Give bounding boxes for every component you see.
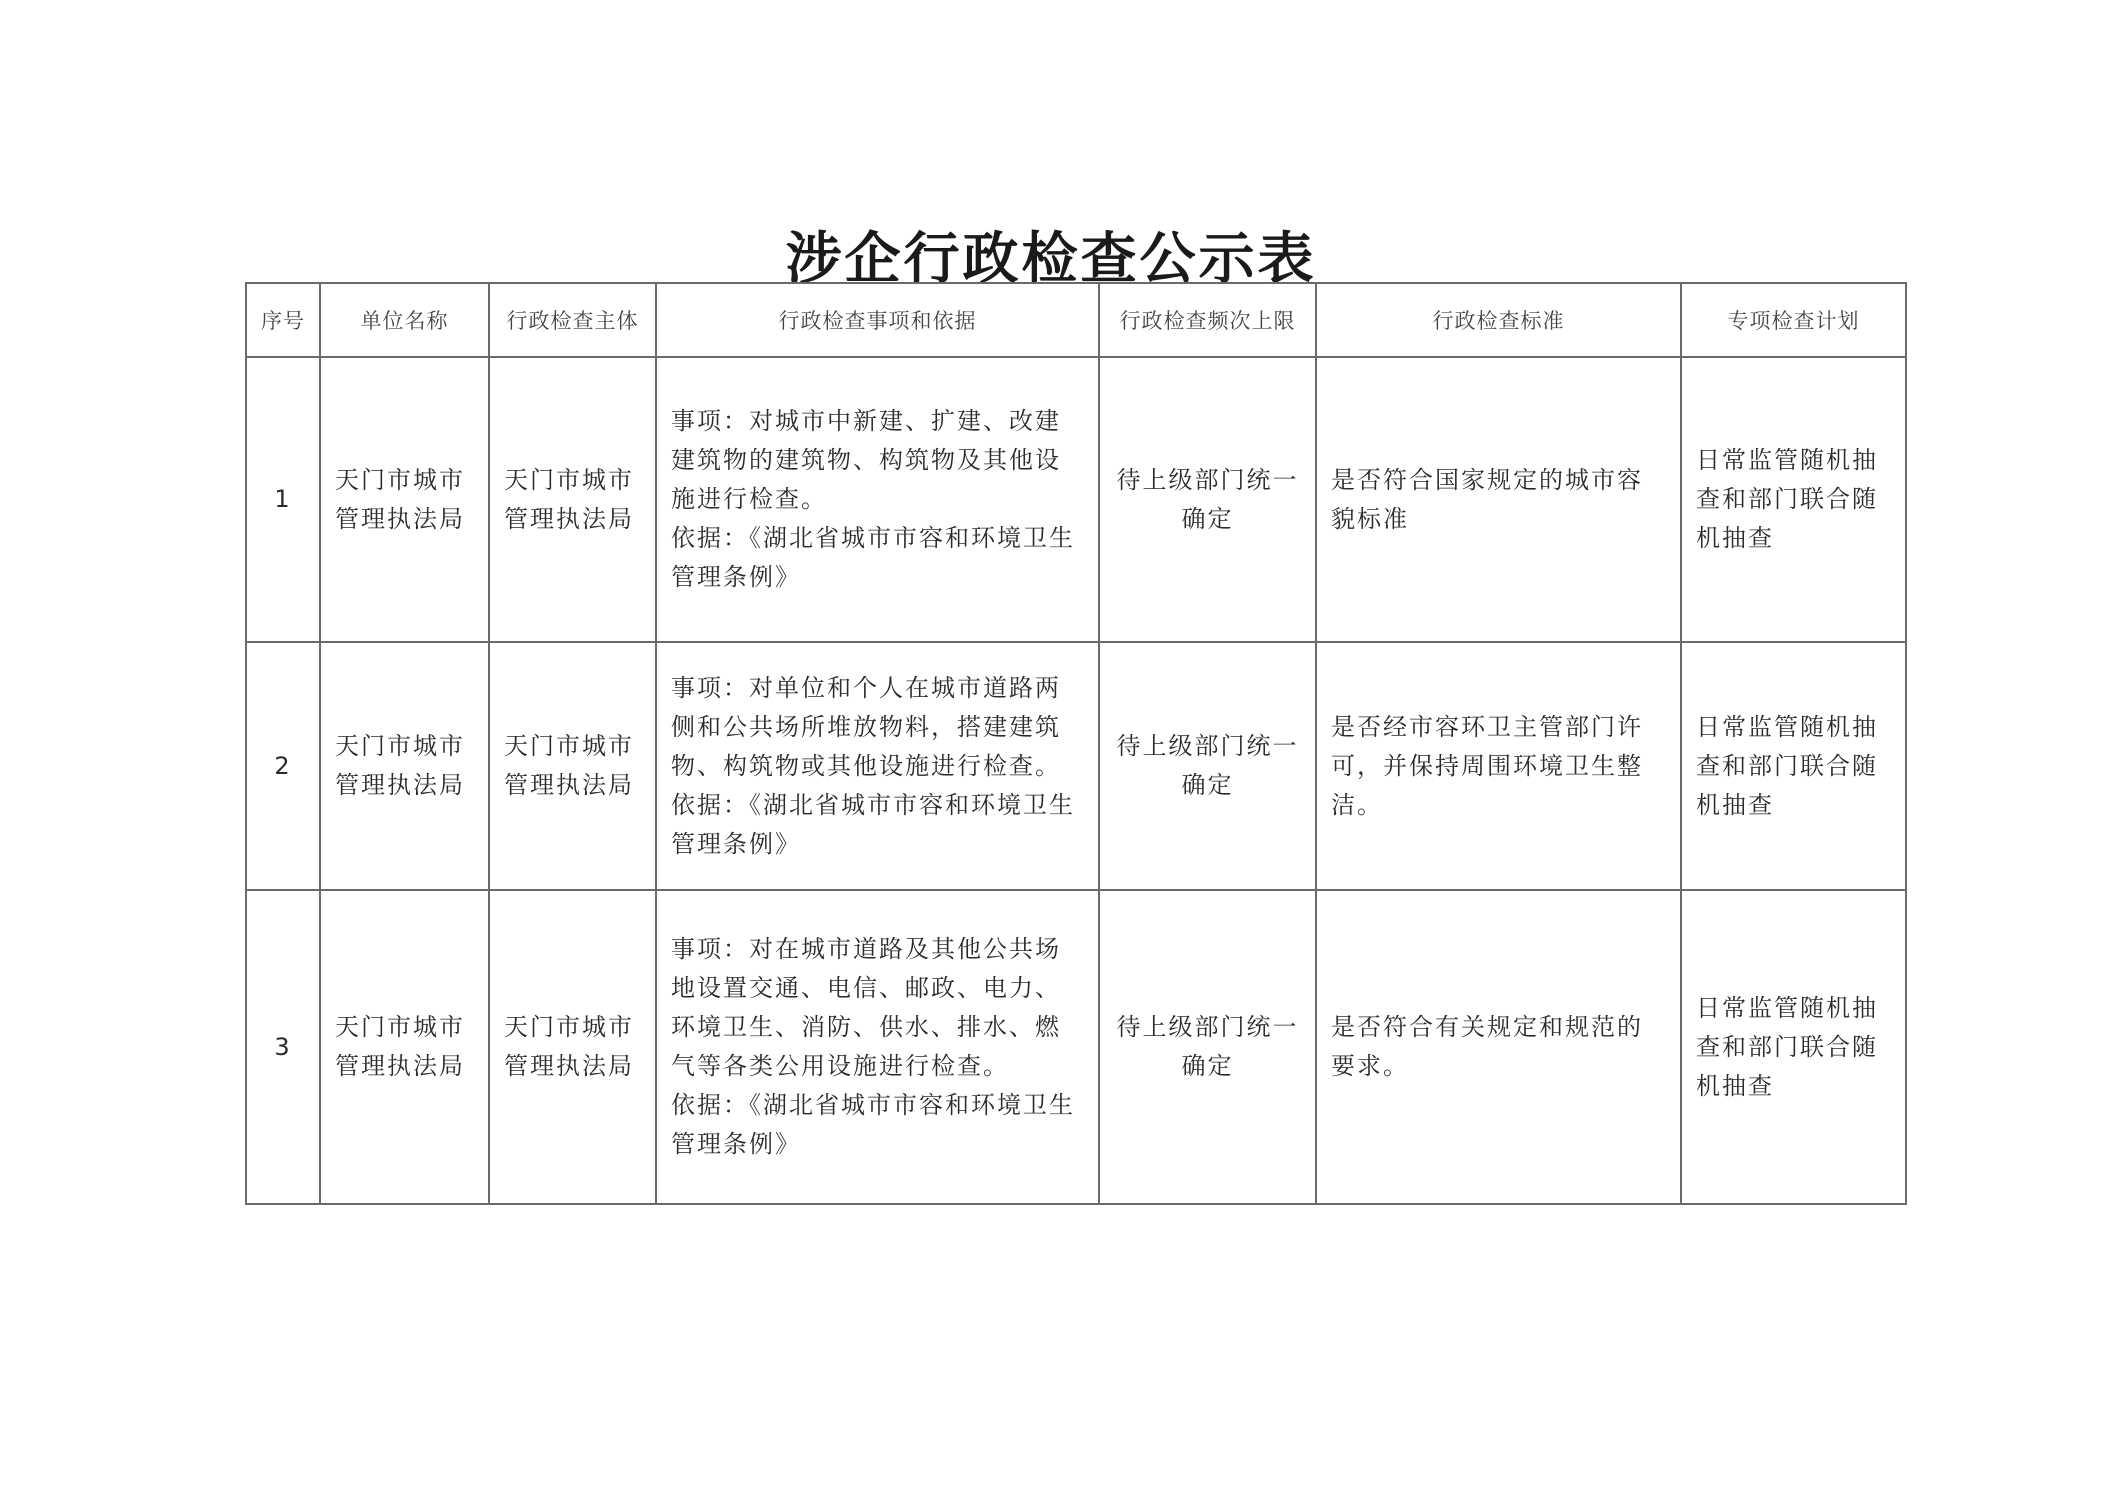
cell-unit: 天门市城市管理执法局: [320, 357, 489, 642]
cell-matter: [656, 890, 1099, 1204]
basis-text: 依据：《湖北省城市市容和环境卫生管理条例》: [671, 524, 1075, 591]
cell-subject: 天门市城市管理执法局: [489, 642, 656, 890]
cell-subject: 天门市城市管理执法局: [489, 357, 656, 642]
matter-text: 事项：对在城市道路及其他公共场地设置交通、电信、邮政、电力、环境卫生、消防、供水、排水、燃气等各类公用设施进行检查。: [671, 935, 1061, 1080]
header-subject: 行政检查主体: [489, 283, 656, 357]
header-plan: 专项检查计划: [1681, 283, 1906, 357]
header-matter: 行政检查事项和依据: [656, 283, 1099, 357]
table-row: [246, 642, 1906, 890]
matter-text: 事项：对城市中新建、扩建、改建建筑物的建筑物、构筑物及其他设施进行检查。: [671, 407, 1061, 513]
cell-plan: 日常监管随机抽查和部门联合随机抽查: [1681, 890, 1906, 1204]
cell-matter: [656, 642, 1099, 890]
page-title: 涉企行政检查公示表: [785, 226, 1317, 292]
header-unit: 单位名称: [320, 283, 489, 357]
cell-frequency: 待上级部门统一确定: [1099, 357, 1316, 642]
matter-text: 事项：对单位和个人在城市道路两侧和公共场所堆放物料，搭建建筑物、构筑物或其他设施进行检查。: [671, 673, 1061, 780]
cell-unit: 天门市城市管理执法局: [320, 642, 489, 890]
cell-seq: 3: [246, 890, 320, 1204]
cell-plan: 日常监管随机抽查和部门联合随机抽查: [1681, 642, 1906, 890]
cell-frequency: 待上级部门统一确定: [1099, 890, 1316, 1204]
header-row: [246, 283, 1906, 357]
cell-matter: [656, 357, 1099, 642]
cell-seq: 2: [246, 642, 320, 890]
table-row: [246, 357, 1906, 642]
header-seq: 序号: [246, 283, 320, 357]
cell-standard: 是否符合国家规定的城市容貌标准: [1316, 357, 1681, 642]
basis-text: 依据：《湖北省城市市容和环境卫生管理条例》: [671, 790, 1075, 858]
cell-seq: 1: [246, 357, 320, 642]
inspection-table: [245, 282, 1907, 1205]
cell-unit: 天门市城市管理执法局: [320, 890, 489, 1204]
cell-plan: 日常监管随机抽查和部门联合随机抽查: [1681, 357, 1906, 642]
header-frequency: 行政检查频次上限: [1099, 283, 1316, 357]
cell-frequency: 待上级部门统一确定: [1099, 642, 1316, 890]
cell-standard: 是否经市容环卫主管部门许可，并保持周围环境卫生整洁。: [1316, 642, 1681, 890]
cell-subject: 天门市城市管理执法局: [489, 890, 656, 1204]
cell-standard: 是否符合有关规定和规范的要求。: [1316, 890, 1681, 1204]
basis-text: 依据：《湖北省城市市容和环境卫生管理条例》: [671, 1091, 1075, 1158]
header-standard: 行政检查标准: [1316, 283, 1681, 357]
table-row: [246, 890, 1906, 1204]
